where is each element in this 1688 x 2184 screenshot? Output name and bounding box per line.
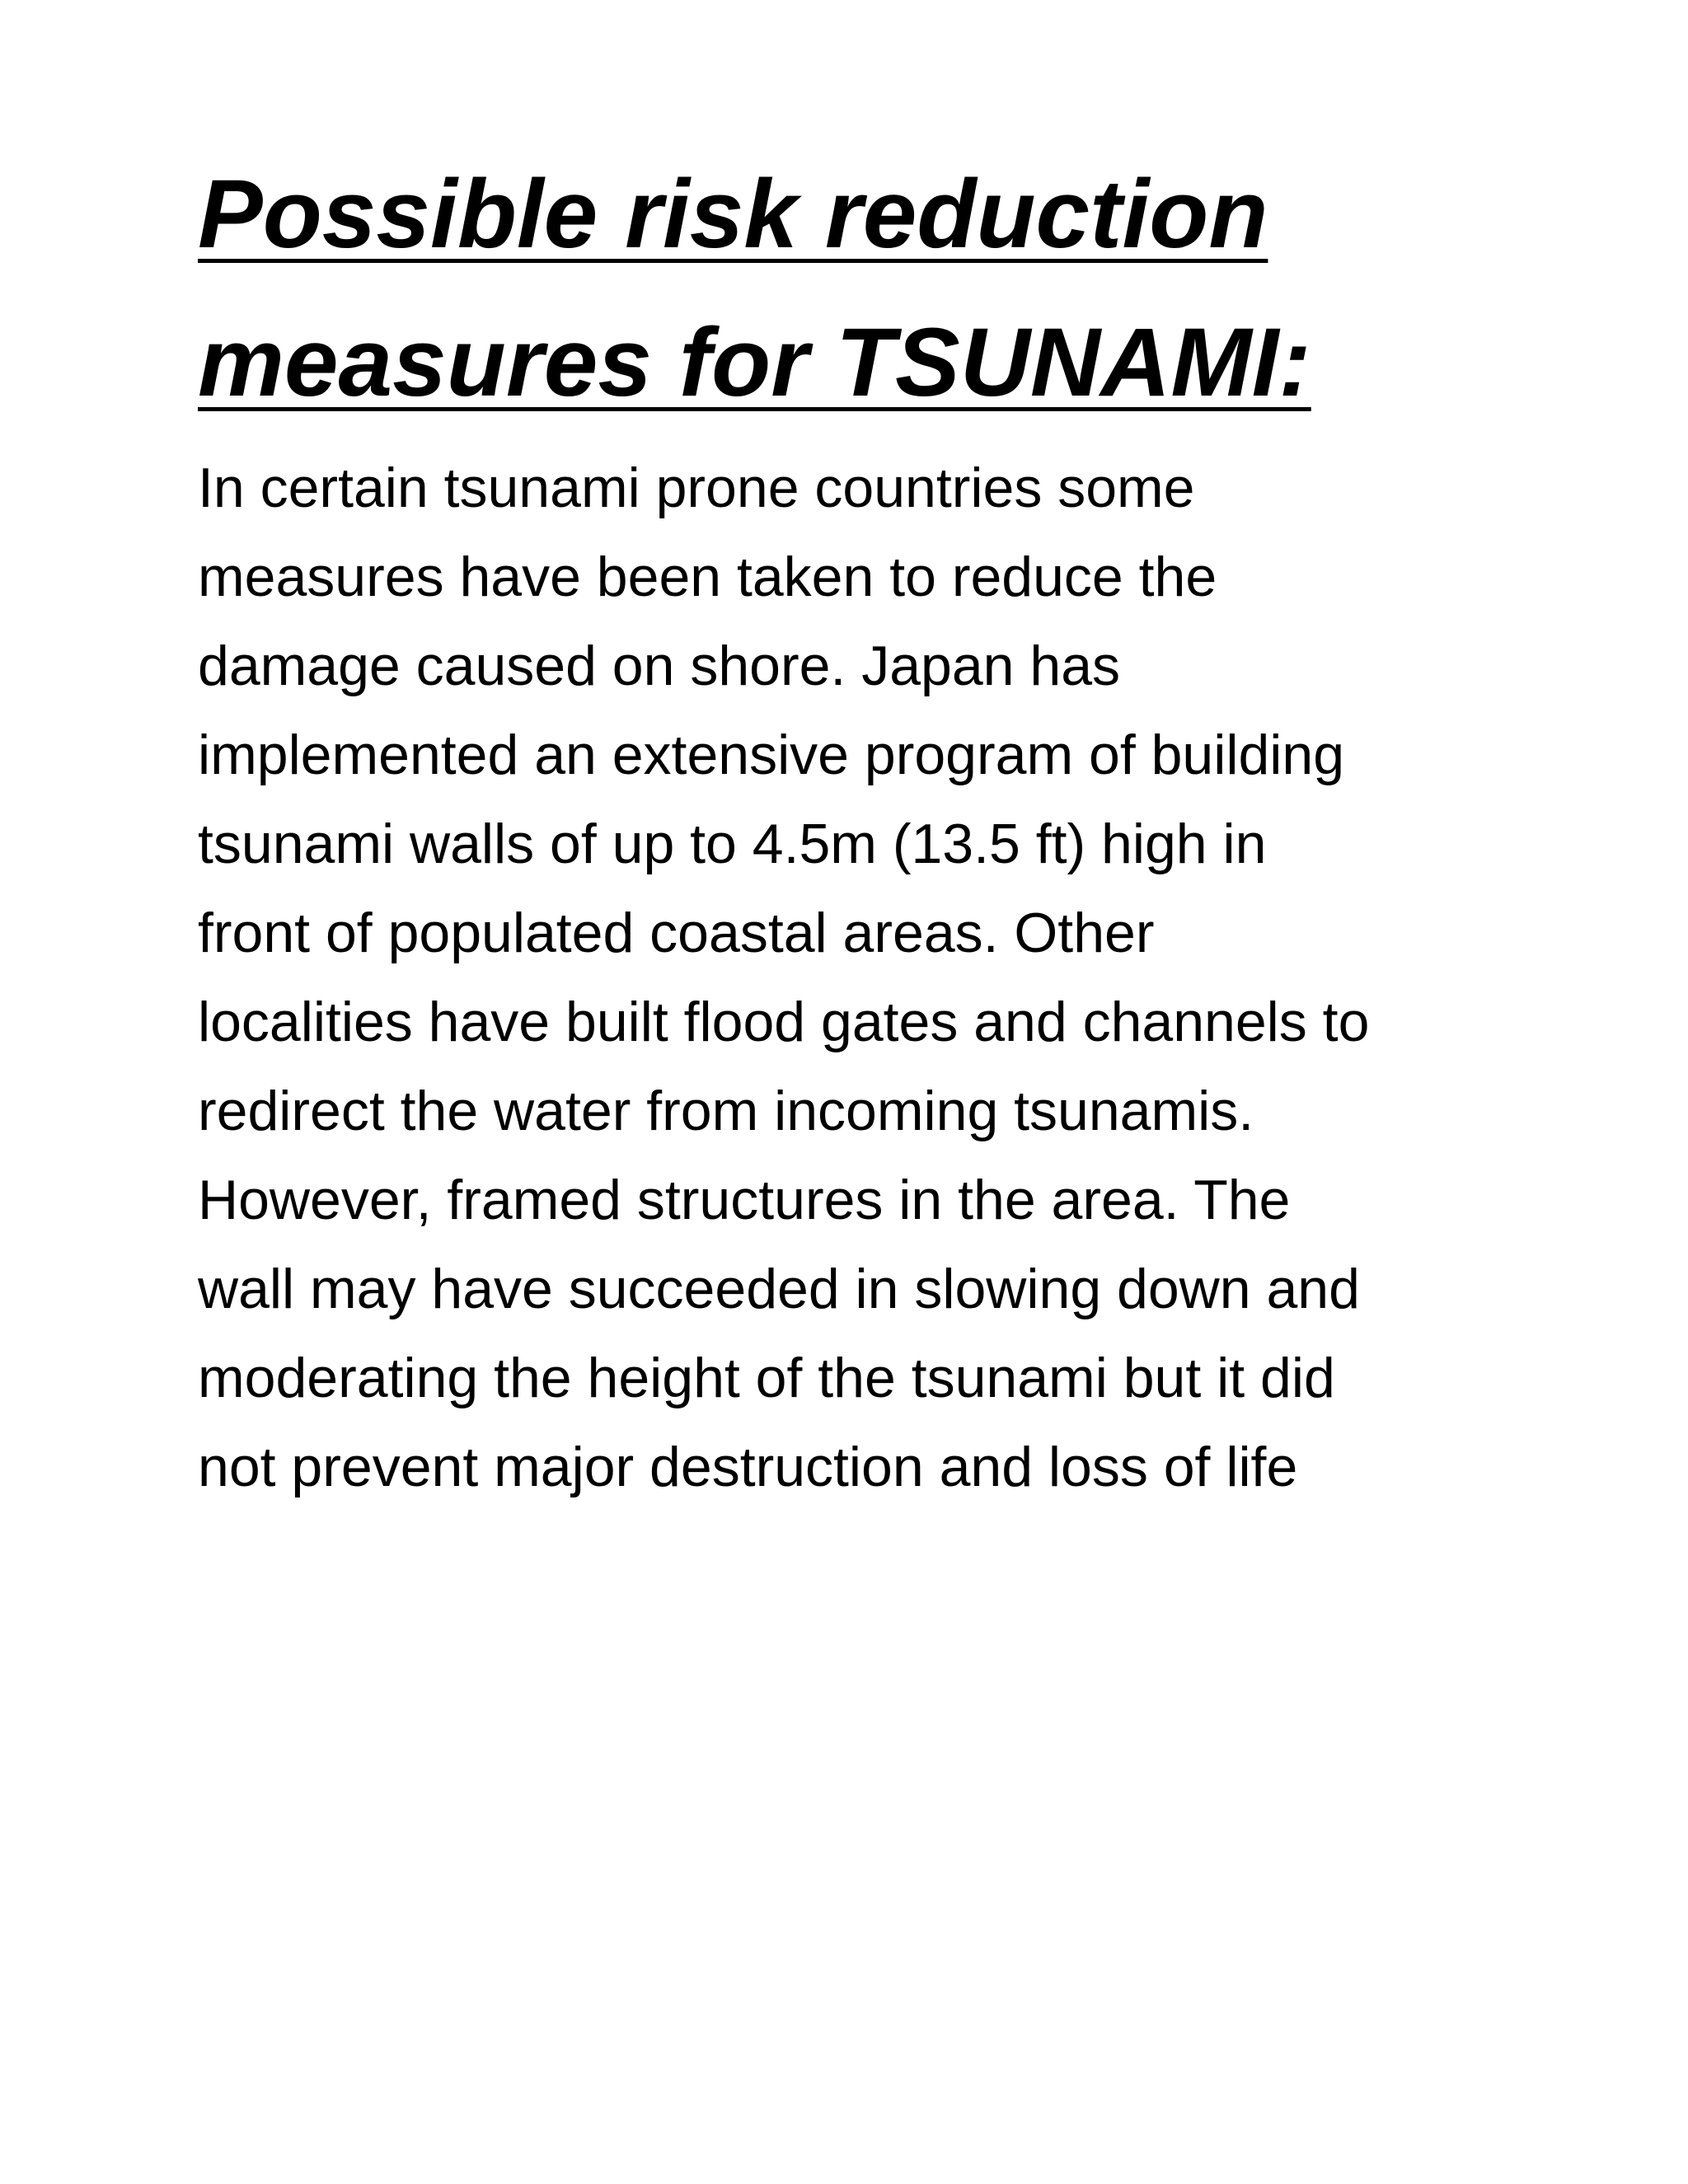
- body-paragraph: [198, 443, 1550, 1511]
- body-line: However, framed structures in the area. The: [198, 1169, 1291, 1231]
- body-line: In certain tsunami prone countries some: [198, 457, 1195, 519]
- document-content: [198, 140, 1550, 1511]
- body-line: localities have built flood gates and channels to: [198, 991, 1370, 1053]
- body-line: implemented an extensive program of building: [198, 724, 1345, 786]
- page-title: [198, 140, 1550, 437]
- title-line-2: measures for TSUNAMI:: [198, 308, 1311, 417]
- body-line: measures have been taken to reduce the: [198, 546, 1217, 608]
- body-line: not prevent major destruction and loss of life: [198, 1436, 1298, 1498]
- body-line: front of populated coastal areas. Other: [198, 902, 1155, 964]
- body-line: moderating the height of the tsunami but it did: [198, 1347, 1335, 1409]
- body-line: damage caused on shore. Japan has: [198, 635, 1121, 697]
- title-line-1: Possible risk reduction: [198, 160, 1268, 269]
- body-line: tsunami walls of up to 4.5m (13.5 ft) high in: [198, 813, 1267, 875]
- body-line: wall may have succeeded in slowing down and: [198, 1258, 1360, 1320]
- body-line: redirect the water from incoming tsunamis.: [198, 1080, 1254, 1142]
